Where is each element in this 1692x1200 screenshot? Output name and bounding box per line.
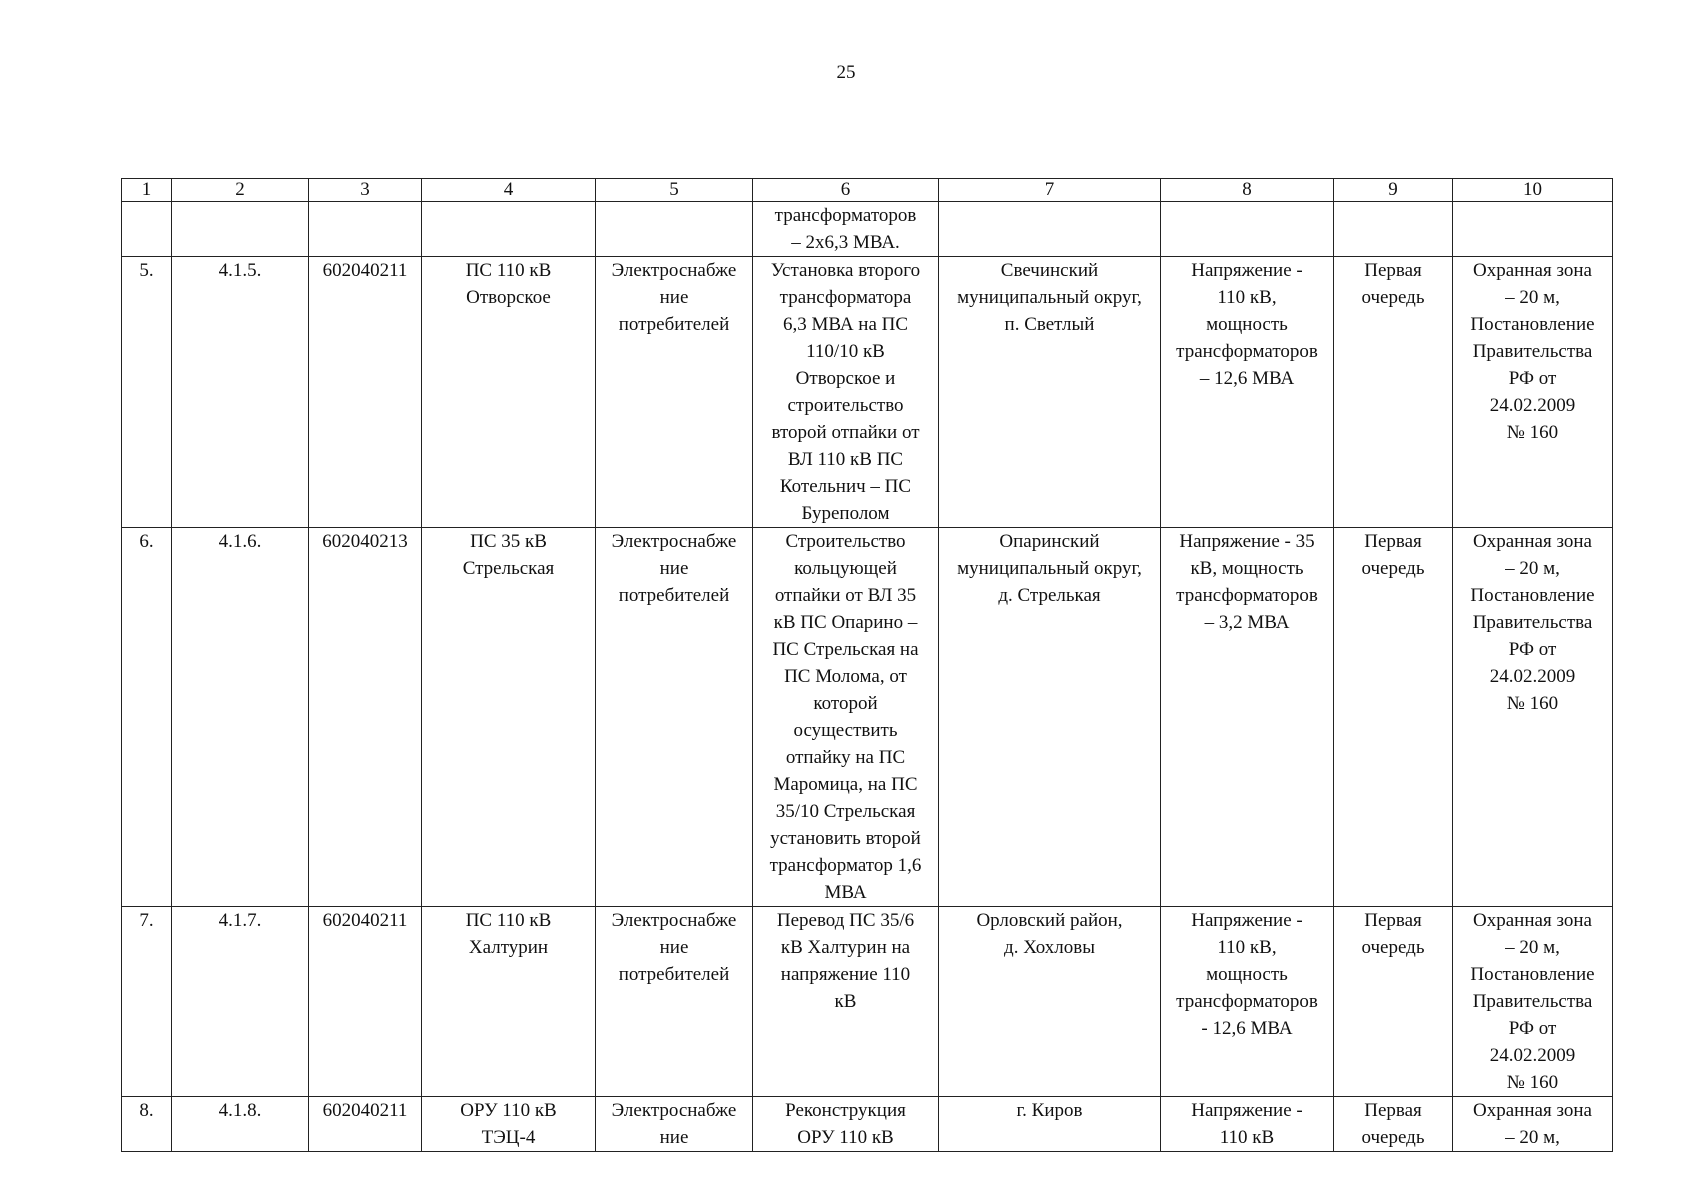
cell-line: кВ ПС Опарино – bbox=[773, 612, 918, 633]
cell-object-name bbox=[422, 907, 596, 1097]
cell-line: Напряжение - bbox=[1191, 260, 1303, 281]
cell-line: Первая bbox=[1364, 1100, 1422, 1121]
cell-line: Охранная зона bbox=[1473, 260, 1592, 281]
cell-characteristics bbox=[1161, 257, 1334, 528]
cell-line: 110 кВ bbox=[1219, 1127, 1275, 1148]
cell-line: – 20 м, bbox=[1505, 558, 1560, 579]
cell-location bbox=[939, 1097, 1161, 1152]
cell-line: Электроснабже bbox=[611, 910, 737, 931]
cell-line: – 12,6 МВА bbox=[1199, 368, 1295, 389]
cell-line bbox=[125, 202, 168, 229]
cell-line: Строительство bbox=[785, 531, 906, 552]
cell-object-name bbox=[422, 257, 596, 528]
cell-location bbox=[939, 257, 1161, 528]
cell-section-code bbox=[172, 907, 309, 1097]
cell-stage bbox=[1334, 202, 1453, 257]
table-body bbox=[122, 179, 1613, 1152]
cell-line: ние bbox=[659, 558, 689, 579]
cell-section-code bbox=[172, 202, 309, 257]
cell-characteristics bbox=[1161, 1097, 1334, 1152]
cell-line: – 20 м, bbox=[1505, 1127, 1560, 1148]
cell-description bbox=[753, 528, 939, 907]
cell-line bbox=[1337, 202, 1449, 229]
cell-row-number bbox=[122, 1097, 172, 1152]
cell-stage bbox=[1334, 528, 1453, 907]
cell-description bbox=[753, 257, 939, 528]
cell-line: кВ bbox=[834, 991, 857, 1012]
cell-line: 5. bbox=[139, 260, 154, 281]
cell-line: муниципальный округ, bbox=[957, 558, 1142, 579]
cell-zone-info bbox=[1453, 907, 1613, 1097]
cell-line: ОРУ 110 кВ bbox=[460, 1100, 557, 1121]
cell-line: кВ, мощность bbox=[1190, 558, 1304, 579]
cell-line: очередь bbox=[1361, 558, 1425, 579]
cell-line: 602040213 bbox=[322, 531, 408, 552]
column-number-5: 5 bbox=[596, 179, 753, 202]
cell-line: потребителей bbox=[618, 964, 730, 985]
cell-line: мощность bbox=[1206, 314, 1288, 335]
cell-line: 8. bbox=[139, 1100, 154, 1121]
cell-line: Маромица, на ПС bbox=[773, 774, 918, 795]
cell-line: муниципальный округ, bbox=[957, 287, 1142, 308]
cell-line: Отворское bbox=[466, 287, 551, 308]
cell-line: 602040211 bbox=[322, 260, 408, 281]
cell-line: ПС 110 кВ bbox=[465, 910, 552, 931]
cell-line: – 3,2 МВА bbox=[1204, 612, 1290, 633]
cell-line: 35/10 Стрельская bbox=[775, 801, 916, 822]
column-number-1: 1 bbox=[122, 179, 172, 202]
cell-line: потребителей bbox=[618, 314, 730, 335]
cell-line: 110/10 кВ bbox=[806, 341, 885, 362]
cell-line: отпайки от ВЛ 35 bbox=[774, 585, 917, 606]
cell-line: Постановление bbox=[1470, 314, 1595, 335]
cell-row-number bbox=[122, 528, 172, 907]
cell-zone-info bbox=[1453, 528, 1613, 907]
cell-line: МВА bbox=[824, 882, 867, 903]
cell-line: трансформатора bbox=[779, 287, 912, 308]
cell-line: очередь bbox=[1361, 1127, 1425, 1148]
cell-object-name bbox=[422, 202, 596, 257]
cell-line: кольцующей bbox=[794, 558, 897, 579]
cell-line: п. Светлый bbox=[1004, 314, 1095, 335]
cell-line: Первая bbox=[1364, 531, 1422, 552]
cell-line: РФ от bbox=[1508, 639, 1557, 660]
cell-description bbox=[753, 907, 939, 1097]
cell-line: – 20 м, bbox=[1505, 937, 1560, 958]
cell-purpose bbox=[596, 907, 753, 1097]
cell-line: отпайку на ПС bbox=[785, 747, 906, 768]
cell-line: 4.1.8. bbox=[218, 1100, 262, 1121]
cell-line: Свечинский bbox=[1000, 260, 1099, 281]
cell-line: 6. bbox=[139, 531, 154, 552]
cell-line: ОРУ 110 кВ bbox=[797, 1127, 894, 1148]
cell-line bbox=[425, 202, 592, 229]
cell-line: очередь bbox=[1361, 937, 1425, 958]
cell-line: ПС Молома, от bbox=[784, 666, 907, 687]
cell-line: Охранная зона bbox=[1473, 1100, 1592, 1121]
cell-line: Охранная зона bbox=[1473, 531, 1592, 552]
table-row bbox=[122, 528, 1613, 907]
cell-line: № 160 bbox=[1506, 422, 1559, 443]
cell-line: очередь bbox=[1361, 287, 1425, 308]
cell-line: г. Киров bbox=[1016, 1100, 1083, 1121]
cell-line: напряжение 110 bbox=[780, 964, 911, 985]
cell-line: 24.02.2009 bbox=[1489, 395, 1576, 416]
cell-line: Постановление bbox=[1470, 964, 1595, 985]
cell-line: трансформаторов bbox=[1176, 585, 1318, 606]
cell-object-code bbox=[309, 907, 422, 1097]
cell-object-name bbox=[422, 1097, 596, 1152]
cell-description bbox=[753, 202, 939, 257]
cell-line: осуществить bbox=[793, 720, 898, 741]
cell-line bbox=[175, 202, 305, 229]
cell-line: 7. bbox=[139, 910, 154, 931]
cell-line: ВЛ 110 кВ ПС bbox=[787, 449, 904, 470]
cell-line: трансформаторов bbox=[774, 205, 917, 226]
cell-object-code bbox=[309, 202, 422, 257]
cell-row-number bbox=[122, 257, 172, 528]
cell-line: ТЭЦ-4 bbox=[481, 1127, 536, 1148]
cell-line: Первая bbox=[1364, 260, 1422, 281]
cell-characteristics bbox=[1161, 202, 1334, 257]
cell-purpose bbox=[596, 528, 753, 907]
cell-section-code bbox=[172, 1097, 309, 1152]
cell-line: ние bbox=[659, 1127, 689, 1148]
cell-line: второй отпайки от bbox=[771, 422, 920, 443]
cell-line: потребителей bbox=[618, 585, 730, 606]
cell-characteristics bbox=[1161, 907, 1334, 1097]
table-row bbox=[122, 1097, 1613, 1152]
column-number-6: 6 bbox=[753, 179, 939, 202]
cell-line: строительство bbox=[787, 395, 904, 416]
cell-line: д. Хохловы bbox=[1004, 937, 1095, 958]
column-number-7: 7 bbox=[939, 179, 1161, 202]
column-number-10: 10 bbox=[1453, 179, 1613, 202]
cell-line: мощность bbox=[1206, 964, 1288, 985]
cell-line: 602040211 bbox=[322, 1100, 408, 1121]
cell-line: 4.1.7. bbox=[218, 910, 262, 931]
cell-line: Охранная зона bbox=[1473, 910, 1592, 931]
cell-stage bbox=[1334, 907, 1453, 1097]
cell-line: № 160 bbox=[1506, 1072, 1559, 1093]
column-number-8: 8 bbox=[1161, 179, 1334, 202]
cell-line: № 160 bbox=[1506, 693, 1559, 714]
table-row bbox=[122, 257, 1613, 528]
cell-stage bbox=[1334, 1097, 1453, 1152]
cell-line: 4.1.5. bbox=[218, 260, 262, 281]
column-number-9: 9 bbox=[1334, 179, 1453, 202]
cell-line: 110 кВ, bbox=[1217, 287, 1277, 308]
cell-line: Напряжение - bbox=[1191, 910, 1303, 931]
cell-line: Первая bbox=[1364, 910, 1422, 931]
cell-line: кВ Халтурин на bbox=[780, 937, 911, 958]
cell-line: Постановление bbox=[1470, 585, 1595, 606]
cell-location bbox=[939, 907, 1161, 1097]
cell-characteristics bbox=[1161, 528, 1334, 907]
cell-line: 6,3 МВА на ПС bbox=[782, 314, 909, 335]
cell-line: Котельнич – ПС bbox=[779, 476, 912, 497]
cell-line: которой bbox=[813, 693, 878, 714]
cell-purpose bbox=[596, 1097, 753, 1152]
cell-object-code bbox=[309, 1097, 422, 1152]
column-number-3: 3 bbox=[309, 179, 422, 202]
cell-line: Халтурин bbox=[468, 937, 549, 958]
cell-stage bbox=[1334, 257, 1453, 528]
column-number-4: 4 bbox=[422, 179, 596, 202]
cell-line: Электроснабже bbox=[611, 1100, 737, 1121]
cell-line: – 2х6,3 МВА. bbox=[791, 232, 900, 253]
cell-line: Стрельская bbox=[462, 558, 555, 579]
cell-line bbox=[312, 202, 418, 229]
cell-line: РФ от bbox=[1508, 1018, 1557, 1039]
cell-section-code bbox=[172, 528, 309, 907]
cell-line: Правительства bbox=[1472, 612, 1593, 633]
cell-line: ние bbox=[659, 287, 689, 308]
cell-line: Отворское и bbox=[795, 368, 896, 389]
cell-location bbox=[939, 202, 1161, 257]
cell-line: 110 кВ, bbox=[1217, 937, 1277, 958]
table-row bbox=[122, 907, 1613, 1097]
cell-description bbox=[753, 1097, 939, 1152]
cell-line: Перевод ПС 35/6 bbox=[776, 910, 915, 931]
cell-line bbox=[1456, 202, 1609, 229]
table-header-row bbox=[122, 179, 1613, 202]
cell-line: Реконструкция bbox=[785, 1100, 906, 1121]
cell-purpose bbox=[596, 257, 753, 528]
cell-line: установить второй bbox=[770, 828, 921, 849]
cell-zone-info bbox=[1453, 202, 1613, 257]
cell-line: - 12,6 МВА bbox=[1201, 1018, 1293, 1039]
cell-zone-info bbox=[1453, 1097, 1613, 1152]
cell-line: – 20 м, bbox=[1505, 287, 1560, 308]
cell-line: Напряжение - bbox=[1191, 1100, 1303, 1121]
cell-line: РФ от bbox=[1508, 368, 1557, 389]
cell-line: Буреполом bbox=[801, 503, 890, 524]
cell-row-number bbox=[122, 202, 172, 257]
cell-line: 24.02.2009 bbox=[1489, 666, 1576, 687]
column-number-2: 2 bbox=[172, 179, 309, 202]
cell-line bbox=[599, 202, 749, 229]
cell-line bbox=[1164, 202, 1330, 229]
cell-line bbox=[942, 202, 1157, 229]
cell-row-number bbox=[122, 907, 172, 1097]
cell-section-code bbox=[172, 257, 309, 528]
cell-line: 602040211 bbox=[322, 910, 408, 931]
cell-line: трансформаторов bbox=[1176, 991, 1318, 1012]
cell-line: 4.1.6. bbox=[218, 531, 262, 552]
cell-line: Опаринский bbox=[999, 531, 1100, 552]
cell-line: ние bbox=[659, 937, 689, 958]
cell-location bbox=[939, 528, 1161, 907]
cell-object-name bbox=[422, 528, 596, 907]
cell-object-code bbox=[309, 257, 422, 528]
cell-line: ПС Стрельская на bbox=[772, 639, 919, 660]
table-row bbox=[122, 202, 1613, 257]
data-table bbox=[121, 178, 1613, 1152]
cell-line: Правительства bbox=[1472, 991, 1593, 1012]
cell-object-code bbox=[309, 528, 422, 907]
cell-line: 24.02.2009 bbox=[1489, 1045, 1576, 1066]
cell-line: ПС 35 кВ bbox=[470, 531, 547, 552]
cell-line: Электроснабже bbox=[611, 531, 737, 552]
cell-purpose bbox=[596, 202, 753, 257]
cell-line: Орловский район, bbox=[976, 910, 1123, 931]
cell-line: трансформатор 1,6 bbox=[769, 855, 922, 876]
cell-line: трансформаторов bbox=[1176, 341, 1318, 362]
cell-zone-info bbox=[1453, 257, 1613, 528]
cell-line: Установка второго bbox=[770, 260, 921, 281]
cell-line: Правительства bbox=[1472, 341, 1593, 362]
cell-line: Электроснабже bbox=[611, 260, 737, 281]
page-number: 25 bbox=[836, 62, 856, 83]
cell-line: д. Стрелькая bbox=[998, 585, 1101, 606]
cell-line: ПС 110 кВ bbox=[465, 260, 552, 281]
cell-line: Напряжение - 35 bbox=[1179, 531, 1315, 552]
